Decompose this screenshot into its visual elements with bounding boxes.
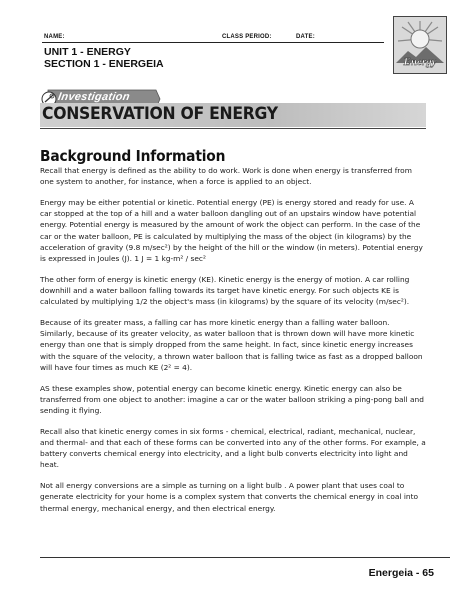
page-title: CONSERVATION OF ENERGY	[42, 104, 278, 124]
paragraph: AS these examples show, potential energy can become kinetic energy. Kinetic energy can also be transferred from one object to another: imagine a car or the water balloon striking a ping-pong ball and sending it flying.	[40, 383, 424, 416]
sun-logo-icon	[394, 17, 446, 73]
investigation-label: Investigation	[56, 91, 131, 103]
section-heading: Background Information	[40, 147, 226, 165]
energy-logo	[393, 16, 447, 74]
body-text	[40, 165, 426, 523]
class-period-label: CLASS PERIOD:	[222, 34, 272, 40]
paragraph: Because of its greater mass, a falling car has more kinetic energy than a falling water balloon. Similarly, because of its greater velocity, as water balloon that is thrown down will have more kinetic energy than one that is simply dropped from the same height. In fact, since kinetic energy increases with the square of the velocity, a thrown water balloon that is falling twice as fast as a dropped balloon will have four times as much KE (2² = 4).	[40, 318, 423, 372]
logo-text: Energy	[403, 56, 437, 68]
name-label: NAME:	[44, 34, 65, 40]
header-rule	[42, 42, 384, 43]
page-footer: Energeia - 65	[368, 567, 434, 579]
section-line: SECTION 1 - ENERGEIA	[44, 58, 164, 70]
unit-line: UNIT 1 - ENERGY	[44, 46, 131, 58]
paragraph: Recall also that kinetic energy comes in six forms - chemical, electrical, radiant, mechanical, nuclear, and thermal- and that each of these forms can be converted into any of the other forms. For example, a battery converts chemical energy into electricity, and a light bulb converts electricity into light and heat.	[40, 426, 426, 470]
unit-heading	[44, 46, 164, 70]
date-label: DATE:	[296, 34, 315, 40]
footer-rule	[40, 557, 450, 558]
title-rule	[40, 128, 426, 129]
paragraph: Recall that energy is defined as the ability to do work. Work is done when energy is transferred from one system to another, for instance, when a force is applied to an object.	[40, 166, 412, 187]
paragraph: Energy may be either potential or kinetic. Potential energy (PE) is energy stored and ready for use. A car stopped at the top of a hill and a water balloon dangling out of an upstairs window have potential energy. Potential energy is measured by the amount of work the object can perform. In the case of the car or the water balloon, PE is calculated by multiplying the mass of the object (in kilograms) by the acceleration of gravity (9.8 m/sec²) by the height of the hill or the window (in meters). Potential energy is expressed in Joules (J). 1 J = 1 kg-m² / sec²	[40, 198, 423, 264]
paragraph: The other form of energy is kinetic energy (KE). Kinetic energy is the energy of motion. A car rolling downhill and a water balloon falling towards its target have kinetic energy. For such objects KE is calculated by multiplying 1/2 the object's mass (in kilograms) by the square of its velocity (m/sec²).	[40, 274, 410, 307]
paragraph: Not all energy conversions are a simple as turning on a light bulb . A power plant that uses coal to generate electricity for your home is a complex system that converts the chemical energy in coal into thermal energy, mechanical energy, and then electrical energy.	[40, 481, 418, 513]
